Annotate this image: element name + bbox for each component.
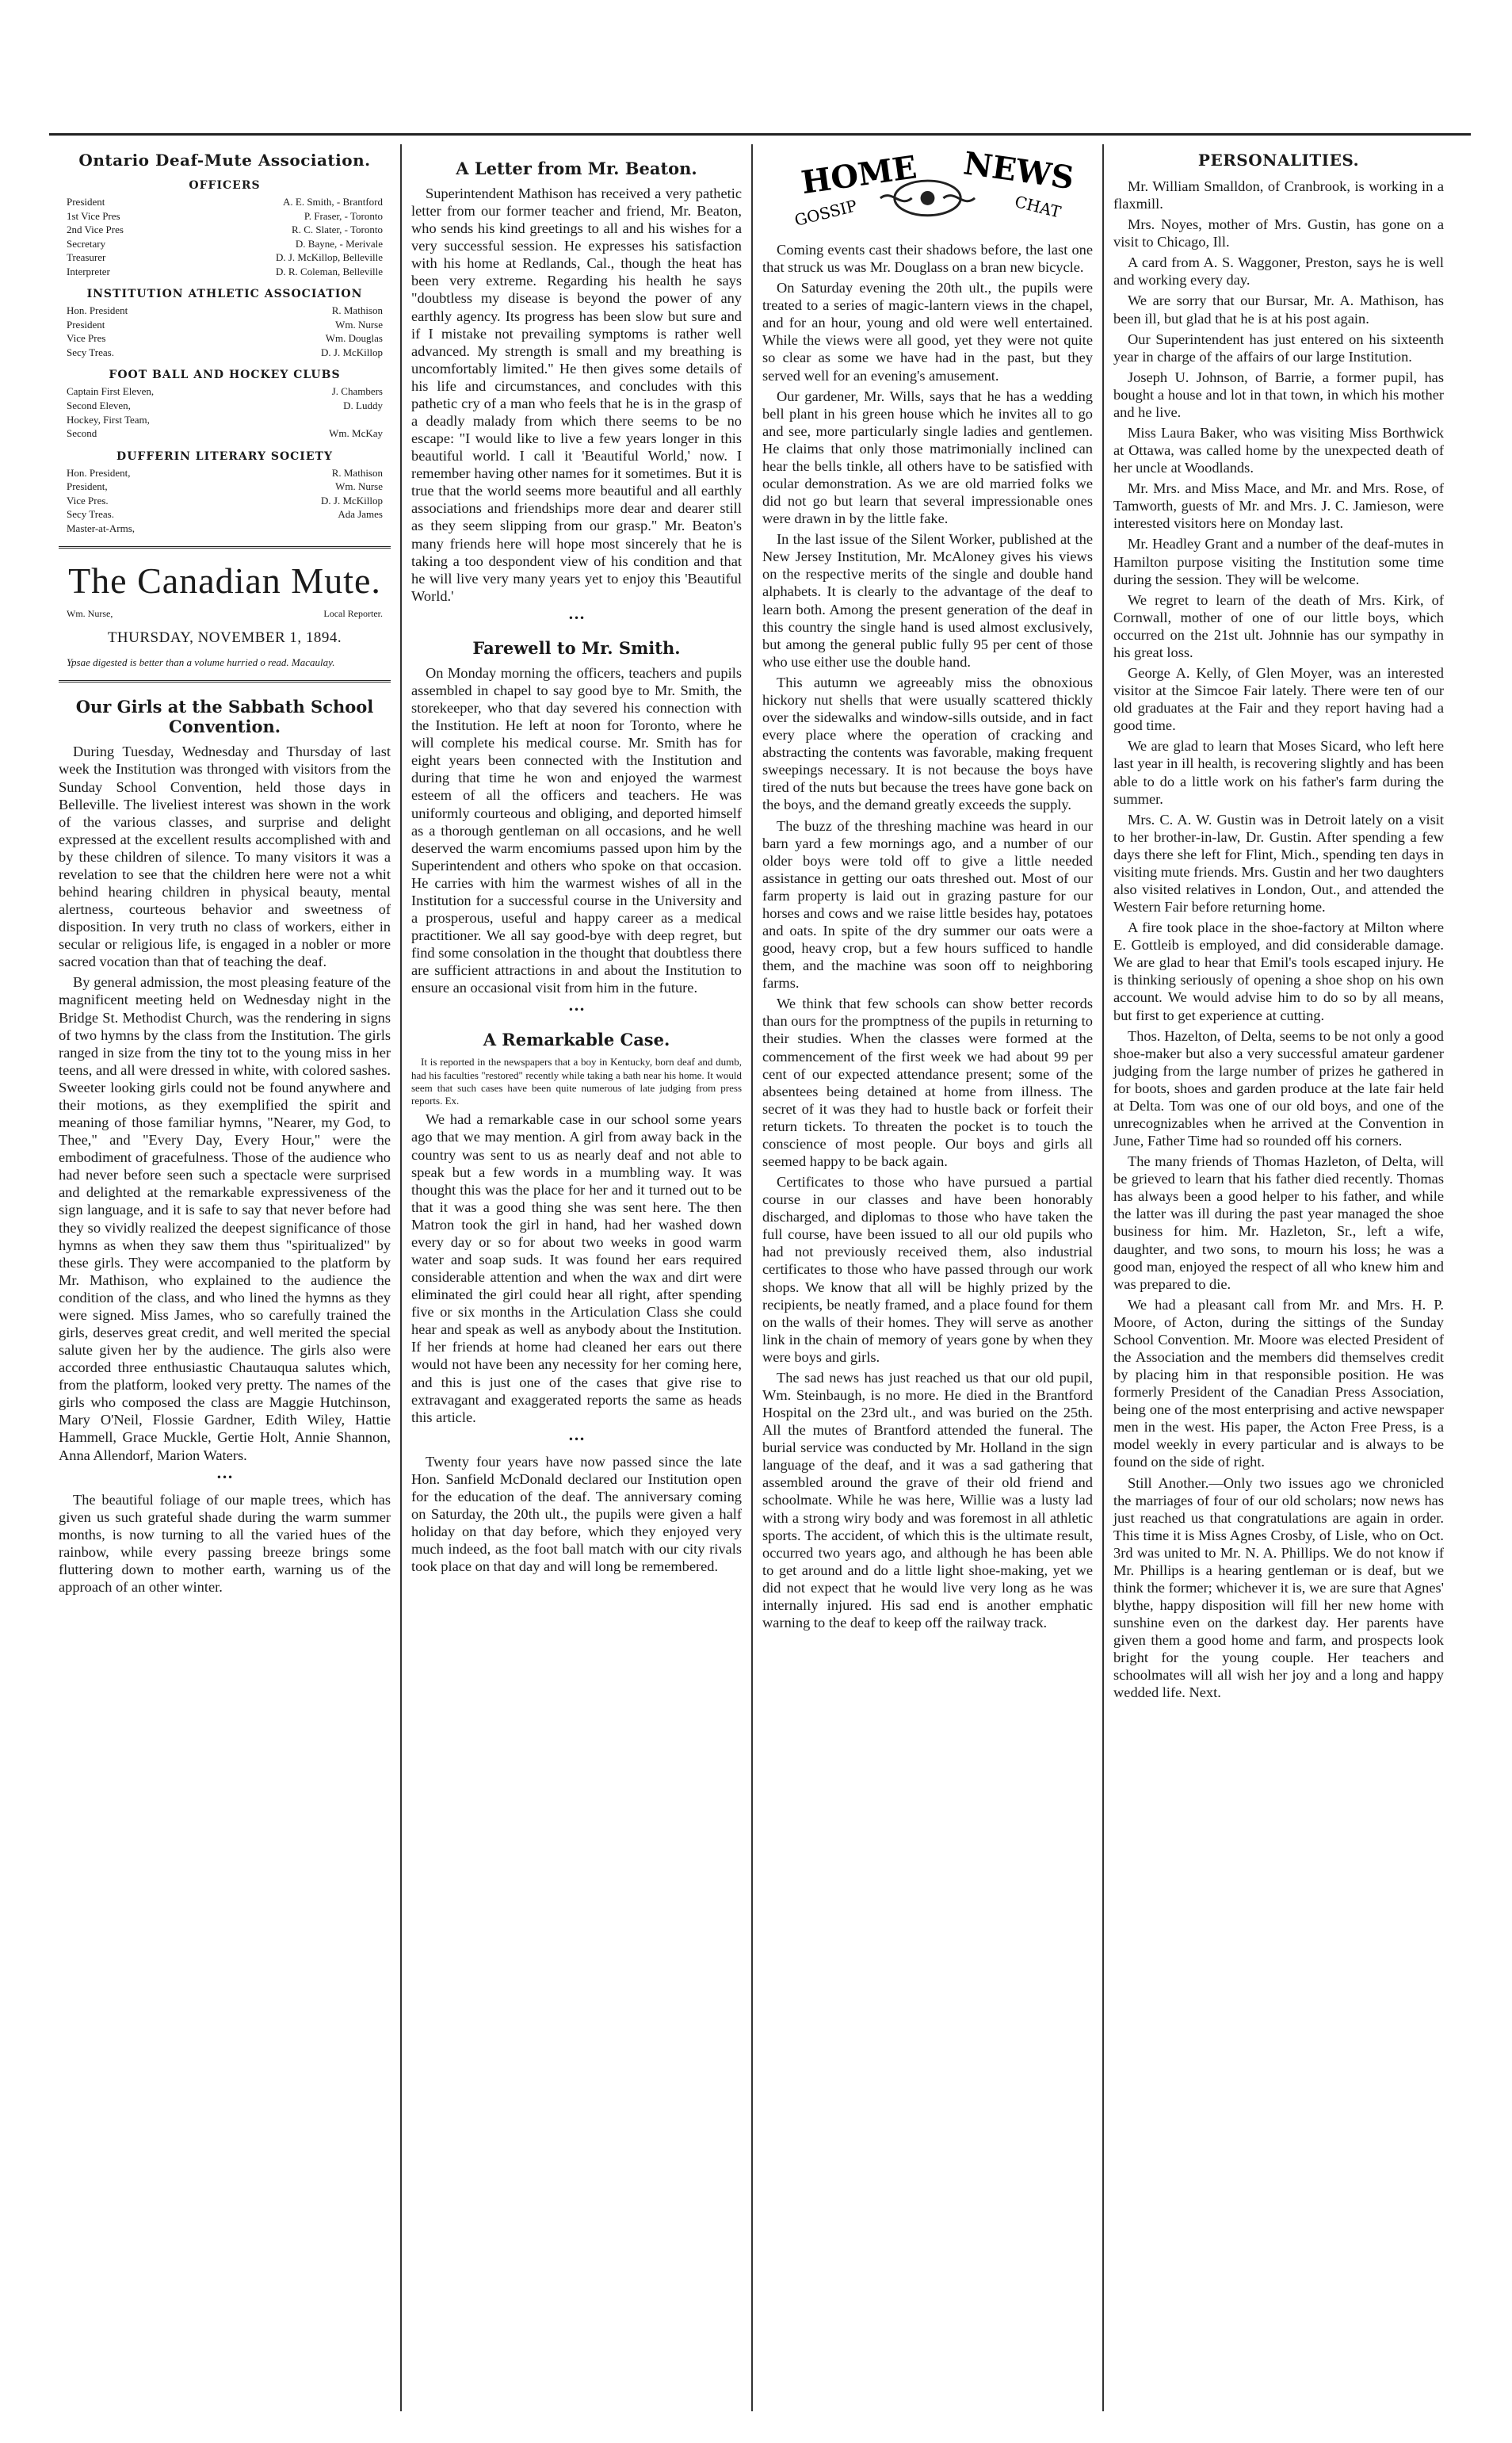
masthead-title: The Canadian Mute. [68,560,381,602]
article-note: It is reported in the newspapers that a boy in Kentucky, born deaf and dumb, had his faculties "restored" recently while taking a bath near his home. It would seem that such cases have been quite numerous of late judging from press reports. Ex. [411,1056,742,1107]
news-paragraph: On Saturday evening the 20th ult., the pupils were treated to a series of magic-lantern views in the chapel, and for an hour, young and old were well entertained. While the views were all good, yet they were not quite so clear as some we have had in the past, but they served well for an evening's amusement. [762,280,1093,384]
article-title-smith: Farewell to Mr. Smith. [472,637,681,658]
officer-row: Secy Treas. Ada James [67,508,383,521]
divider [59,680,391,682]
article-paragraph: We had a remarkable case in our school some years ago that we may mention. A girl from away back in the country was sent to us as nearly deaf and not able to speak but a few words in a mumbling way. It was thought this was the place for her and it turned out to be that it was a good thing she was sent here. The then Matron took the girl in hand, had her washed down every day or so for about two weeks in good warm water and soap suds. It was found her ears required considerable attention and when the wax and dirt were eliminated the girl could hear all right, after spending five or six months in the Articulation Class she could hear and speak as well as anybody about the Institution. If her friends at home had cleaned her ears out there would not have been any necessity for her coming here, and this is just one of the cases that give rise to extravagant and exaggerated reports the same as heads this article. [411,1111,742,1425]
officer-row: Interpreter D. R. Coleman, Belleville [67,265,383,277]
officer-row: President A. E. Smith, - Brantford [67,196,383,208]
article-paragraph: During Tuesday, Wednesday and Thursday of last week the Institution was thronged with visitors from the Sunday School Convention, held those days in Belleville. The liveliest interest was shown in the work of the various classes, and surprise and delight expressed at the excellent results accomplished with and by these children of silence. To many visitors it was a revelation to see that the children here were not a whit behind hearing children in physical beauty, mental alertness, courteous behavior and sweetness of disposition. In very truth no class of workers, either in secular or religious life, is engaged in a nobler or more sacred vocation than that of teaching the deaf. [59,744,391,970]
reporter-name: Wm. Nurse, [67,608,113,620]
personal-paragraph: Thos. Hazelton, of Delta, seems to be not only a good shoe-maker but also a very successful amateur gardener judging from the large number of prizes he gathered in for boots, shoes and garden produce at the late fair held at Delta. Tom was one of our old boys, and one of the unrecognizables when he arrived at the Convention in June, Father Time had so rounded off his corners. [1113,1027,1444,1149]
officer-row: Secretary D. Bayne, - Merivale [67,237,383,250]
personal-paragraph: Mrs. Noyes, mother of Mrs. Gustin, has gone on a visit to Chicago, Ill. [1113,216,1444,250]
personal-paragraph: Our Superintendent has just entered on his sixteenth year in charge of the affairs of our large Institution. [1113,331,1444,365]
personalities-title: PERSONALITIES. [1197,151,1360,170]
columns [49,144,1471,2411]
banner-news: NEWS [961,149,1076,197]
personal-paragraph: The many friends of Thomas Hazleton, of Delta, will be grieved to learn that his father died recently. Thomas has always been a good helper to his father, and while the latter was ill during the past year managed the shoe business for him. Mr. Hazleton, Sr., left a wife, daughter, and two sons, to mourn his loss; he was a good man, enjoyed the respect of all who knew him and was prepared to die. [1113,1153,1444,1292]
divider [59,546,391,549]
article-paragraph: On Monday morning the officers, teachers and pupils assembled in chapel to say good bye to Mr. Smith, the storekeeper, who that day severed his connection with the Institution. He left at noon for Toronto, where he will complete his medical course. Mr. Smith has for eight years been connected with the Institution and during that time he won and enjoyed the warmest esteem of all the officers and teachers. He was uniformly courteous and obliging, and deported himself as a thorough gentleman on all occasions, and he well deserved the warm encomiums passed upon him by the Superintendent and others who spoke on that occasion. He carries with him the warmest wishes of all in the Institution for a successful course in the University and a prosperous, useful and happy career as a medical practitioner. We all say good-bye with deep regret, but find some consolation in the thought that doubtless there are sufficient attractions in and about the Institution to ensure an occasional visit from him in the future. [411,664,742,996]
officer-row: 2nd Vice Pres R. C. Slater, - Toronto [67,224,383,236]
banner-home: HOME [799,149,919,202]
dufferin-list [59,466,391,536]
officer-row: Secy Treas. D. J. McKillop [67,346,383,358]
personal-paragraph: We regret to learn of the death of Mrs. Kirk, of Cornwall, mother of one of our little boys, which occurred on the 21st ult. Johnnie has our sympathy in his great loss. [1113,591,1444,660]
officer-row: Second Eleven, D. Luddy [67,400,383,412]
officer-row: Hockey, First Team, [67,413,150,426]
personal-paragraph: Mr. William Smalldon, of Cranbrook, is working in a flaxmill. [1113,178,1444,212]
news-paragraph: This autumn we agreeably miss the obnoxious hickory nut shells that were usually scattered thickly over the sidewalks and window-sills outside, and in fact every place where the operation of cracking and abstracting the contents was favorable, making frequent sweepings necessary. It is not because the boys have tired of the nuts but because the trees have gone back on the boys, and the demand greatly exceeds the supply. [762,674,1093,813]
article-title-girls: Our Girls at the Sabbath School Convention. [75,697,374,737]
officer-row: Hon. President, R. Mathison [67,466,383,479]
news-paragraph: Certificates to those who have pursued a partial course in our classes and have been honorably discharged, and diplomas to those who have taken the full course, have been issued to all our old pupils who had not previously received them, also industrial certificates to those who have passed through our work shops. We know that all will be highly prized by the recipients, be neatly framed, and a place found for them on the walls of their homes. They will serve as another link in the chain of memory of years gone by when they were boys and girls. [762,1174,1093,1365]
article-paragraph: By general admission, the most pleasing feature of the magnificent meeting held on Wednesday night in the Bridge St. Methodist Church, was the rendering in signs of two hymns by the class from the Institution. The girls ranged in size from the tiny tot to the young miss in her teens, and all were dressed in white, with colored sashes. Sweeter looking girls could not be found anywhere and their motions, as they exemplified the spirit and meaning of those familiar hymns, "Nearer, my God, to Thee," and "Every Day, Every Hour," were the embodiment of gracefulness. Those of the audience who had never before seen such a spectacle were surprised and delighted at the remarkable expressiveness of the sign language, and it is safe to say that never before had they so vividly realized the deepest significance of those hymns as when they saw them thus "spiritualized" by these girls. They were accompanied to the platform by Mr. Mathison, who explained to the audience the condition of the class, and who lined the hymns as they were signed. Miss James, who so carefully trained the girls, deserves great credit, and well merited the special salute given her by the audience. The girls also were accorded three enthusiastic Chautauqua salutes which, from the platform, looked very pretty. The names of the girls who composed the class are Maggie Hutchinson, Mary O'Neil, Flossie Gardner, Edith Wiley, Hattie Hammell, Grace Muckle, Gertie Holt, Annie Shannon, Anna Allendorf, Marion Waters. [59,974,391,1463]
article-paragraph: Twenty four years have now passed since the late Hon. Sanfield McDonald declared our Institution open for the education of the deaf. The anniversary coming on Saturday, the 20th ult., the pupils were given a half holiday on that day before, which they enjoyed very much indeed, as the foot ball match with our city rivals took place on that day and will long be remembered. [411,1453,742,1575]
article-paragraph: The beautiful foliage of our maple trees, which has given us such grateful shade during the warm summer months, is now turning to all the varied hues of the rainbow, while every passing breeze brings some fluttering down to mother earth, warning us of the approach of an other winter. [59,1491,391,1595]
personal-paragraph: Mrs. C. A. W. Gustin was in Detroit lately on a visit to her brother-in-law, Dr. Gustin. After spending a few days there she left for Flint, Mich., spending ten days in visiting mute friends. Mrs. Gustin and her two daughters also visited relatives in London, Out., and attended the Western Fair before returning home. [1113,811,1444,916]
athletic-heading: INSTITUTION ATHLETIC ASSOCIATION [86,288,363,301]
athletic-list [59,304,391,359]
reporter-line [59,608,391,620]
personal-paragraph: We are glad to learn that Moses Sicard, who left here last year in ill health, is recovering slightly and has been able to do a little work on his father's farm during the summer. [1113,738,1444,807]
officer-row: Second Wm. McKay [67,427,383,440]
article-title-beaton: A Letter from Mr. Beaton. [456,159,697,178]
home-news-banner [762,149,1093,228]
dufferin-heading: DUFFERIN LITERARY SOCIETY [116,449,333,463]
issue-date: THURSDAY, NOVEMBER 1, 1894. [107,629,342,647]
section-ornament: ••• [567,1004,586,1016]
personal-paragraph: Still Another.—Only two issues ago we chronicled the marriages of four of our old scholars; now news has just reached us that congratulations are again in order. This time it is Miss Agnes Crosby, of Lisle, who on Oct. 3rd was united to Mr. N. A. Phillips. We do not know if Mr. Phillips is a hearing gentleman or is deaf, but we think the former; whichever it is, we are sure that Agnes' blythe, happy disposition will fill her new home with sunshine even on the darkest day. Her parents have given them a good home and farm, and prospects look bright for the young couple. Her teachers and schoolmates will all wish her joy and a long and happy wedded life. Next. [1113,1474,1444,1701]
section-ornament: ••• [567,1433,586,1445]
banner-gossip: GOSSIP [792,197,859,228]
football-heading: FOOT BALL AND HOCKEY CLUBS [109,369,341,382]
section-ornament: ••• [567,612,586,624]
column-3 [751,144,1102,2411]
news-paragraph: Coming events cast their shadows before, the last one that struck us was Mr. Douglass on a bran new bicycle. [762,242,1093,276]
officer-row: President Wm. Nurse [67,318,383,331]
personal-paragraph: We are sorry that our Bursar, Mr. A. Mathison, has been ill, but glad that he is at his post again. [1113,292,1444,327]
top-rule [49,133,1471,136]
news-paragraph: In the last issue of the Silent Worker, published at the New Jersey Institution, Mr. McAloney gives his views on the respective merits of the single and double hand alphabets. It is clearly to the advantage of the deaf to learn both. Among the present generation of the deaf in this country the single hand is used almost exclusively, but among the general public fully 95 per cent of those who use either use the double hand. [762,531,1093,670]
column-1 [49,144,400,2411]
officer-row: President, Wm. Nurse [67,480,383,493]
officers-list [59,195,391,278]
officer-row: 1st Vice Pres P. Fraser, - Toronto [67,209,383,222]
officer-row: Vice Pres. D. J. McKillop [67,494,383,507]
officer-row: Vice Pres Wm. Douglas [67,332,383,345]
personal-paragraph: A fire took place in the shoe-factory at Milton where E. Gottleib is employed, and did considerable damage. We are glad to hear that Emil's tools escaped injury. He is thinking seriously of opening a shoe shop on his own account. We would advise him to do so by all means, but first to get experience at cutting. [1113,919,1444,1023]
home-news-banner-art [762,149,1093,228]
news-paragraph: We think that few schools can show better records than ours for the promptness of the pupils in returning to their studies. When the classes were formed at the commencement of the first week we had about 99 per cent of our expected attendance present; some of the absentees being detained at home from illness. The secret of it was they had to hustle back or forfeit their return tickets. To threaten the pocket is to touch the conscience of most people. Our boys and girls all seemed happy to be back again. [762,996,1093,1169]
personal-paragraph: George A. Kelly, of Glen Moyer, was an interested visitor at the Simcoe Fair lately. There were ten of our old graduates at the Fair and they report having had a good time. [1113,665,1444,734]
officer-row: Master-at-Arms, [67,522,136,534]
column-4 [1102,144,1453,2411]
officer-row: Hon. President R. Mathison [67,304,383,317]
article-paragraph: Superintendent Mathison has received a very pathetic letter from our former teacher and friend, Mr. Beaton, who sends his kind greetings to all and his wishes for a very successful session. He expresses his satisfaction with his home at Redlands, Cal., though the heat has been very extreme. Regarding his health he says "doubtless my disease is beyond the power of any earthly agency. Its progress has been slow but sure and if I mistake not prevailing symptoms is rather well advanced. My strength is small and my breathing is uncomfortably limited." He then gives some details of his life and circumstances, and concludes with this pathetic cry of a man who feels that he is in the grasp of a deadly malady from which there seems to be no escape: "I would like to live a few years longer in this beautiful world. I call it 'Beautiful World,' now. I remember having other names for it sometimes. But it is true that the world seems more beautiful and all earthly associations and friendships more dear and dearer still as they seem slipping from our grasp." Mr. Beaton's many friends here will hope most sincerely that he is taking a too despondent view of his condition and that he will live very many years yet to enjoy this 'Beautiful World.' [411,185,742,604]
banner-chat: CHAT [1013,192,1063,222]
reporter-title: Local Reporter. [323,608,383,620]
association-title: Ontario Deaf-Mute Association. [78,151,371,170]
officers-heading: OFFICERS [189,179,261,192]
officer-row: Captain First Eleven, J. Chambers [67,385,383,398]
personal-paragraph: A card from A. S. Waggoner, Preston, says he is well and working every day. [1113,254,1444,289]
section-ornament: ••• [216,1471,234,1483]
personal-paragraph: We had a pleasant call from Mr. and Mrs. H. P. Moore, of Acton, during the sittings of the Sunday School Convention. Mr. Moore was elected President of the Association and the members did themselves credit by placing him in that responsible position. He was formerly President of the Canadian Press Association, being one of the most enterprising and active newspaper men in the west. His paper, the Acton Free Press, is a model weekly in every particular and is always to be found on the side of right. [1113,1296,1444,1470]
personal-paragraph: Mr. Headley Grant and a number of the deaf-mutes in Hamilton purpose visiting the Institution some time during the session. They will be welcome. [1113,536,1444,587]
football-list [59,384,391,440]
personal-paragraph: Joseph U. Johnson, of Barrie, a former pupil, has bought a house and lot in that town, in which his mother and he live. [1113,369,1444,420]
news-paragraph: The sad news has just reached us that our old pupil, Wm. Steinbaugh, is no more. He died in the Brantford Hospital on the 23rd ult., and was buried on the 25th. All the mutes of Brantford attended the funeral. The burial service was conducted by Mr. Holland in the sign language of the deaf, and it was a sad gathering that assembled around the grave of their old friend and schoolmate. While he was here, Willie was a lusty lad with a strong wiry body and was foremost in all athletic sports. The accident, of which this is the ultimate result, occurred two years ago, and although he has been able to get around and do a little light shoe-making, yet we did not expect that he would live very long as he was internally injured. His sad end is another emphatic warning to the deaf to keep off the railway track. [762,1369,1093,1631]
column-2 [400,144,751,2411]
article-title-case: A Remarkable Case. [483,1030,670,1050]
news-paragraph: The buzz of the threshing machine was heard in our barn yard a few mornings ago, and a number of our older boys were told off to give a little needed assistance in getting our oats threshed out. Most of our farm property is laid out in grazing pasture for our horses and cows and we raise little besides hay, potatoes and oats. In spite of the dry summer our oats were a good, heavy crop, but a few hours sufficed to handle them, and the machine was soon off to neighboring farms. [762,817,1093,992]
news-paragraph: Our gardener, Mr. Wills, says that he has a wedding bell plant in his green house which he invites all to go and see, more particularly single ladies and gentlemen. He claims that only those matrimonially inclined can hear the bells tinkle, all others have to be satisfied with ocular demonstration. As we are old married folks we did not go but learn that several impressionable ones were drawn in by the little fake. [762,388,1093,527]
personal-paragraph: Miss Laura Baker, who was visiting Miss Borthwick at Ottawa, was called home by the unexpected death of her uncle at Woodlands. [1113,425,1444,476]
personal-paragraph: Mr. Mrs. and Miss Mace, and Mr. and Mrs. Rose, of Tamworth, guests of Mr. and Mrs. J. C. Jamieson, were interested visitors here on Monday last. [1113,480,1444,532]
motto: Ypsae digested is better than a volume hurried o read. Macaulay. [67,656,335,669]
officer-row: Treasurer D. J. McKillop, Belleville [67,251,383,264]
